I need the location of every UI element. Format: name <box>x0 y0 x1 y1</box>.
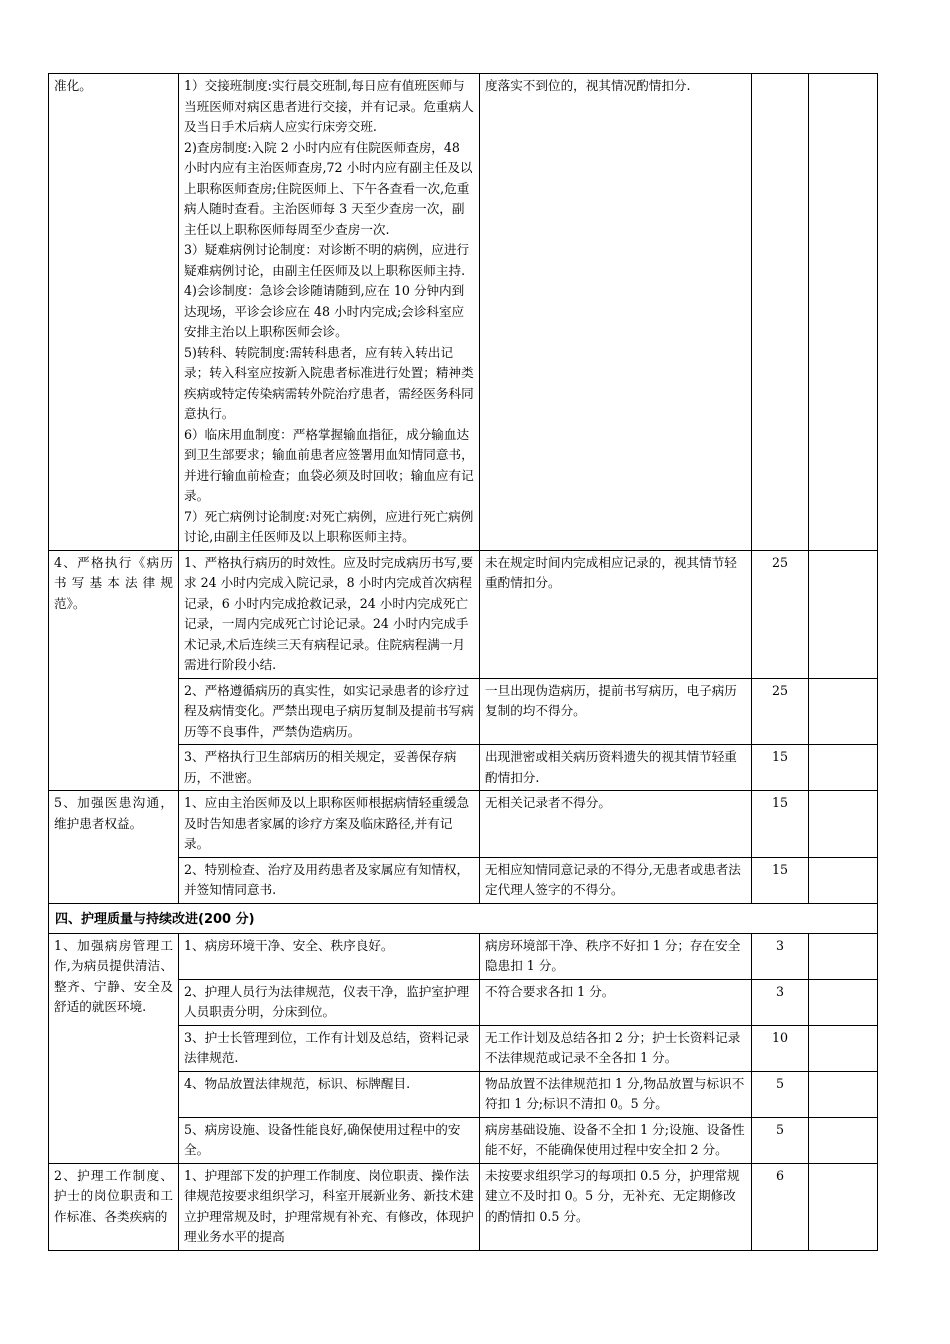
evaluation-table <box>48 73 878 1251</box>
actual-score-cell <box>809 745 878 791</box>
requirement-cell <box>179 1071 480 1117</box>
requirement-text: 1、护理部下发的护理工作制度、岗位职责、操作法律规范按要求组织学习，科室开展新业务、新技术建立护理常规及时，护理常规有补充、有修改，体现护理业务水平的提高 <box>184 1167 474 1244</box>
requirement-cell <box>179 933 480 979</box>
requirement-cell <box>179 791 480 858</box>
table-row <box>49 791 878 858</box>
score-cell: 6 <box>752 1163 809 1250</box>
requirement-text: 2、特别检查、治疗及用药患者及家属应有知情权，并签知情同意书. <box>184 861 470 897</box>
requirement-text: 4)会诊制度：急诊会诊随请随到,应在 10 分钟内到达现场，平诊会诊应在 48 小时内完成;会诊科室应安排主治以上职称医师会诊。 <box>184 283 465 339</box>
requirement-text: 2、严格遵循病历的真实性，如实记录患者的诊疗过程及病情变化。严禁出现电子病历复制及提前书写病历等不良事件，严禁伪造病历。 <box>184 682 474 739</box>
requirement-text: 1、病房环境干净、安全、秩序良好。 <box>184 937 394 953</box>
requirement-cell <box>179 979 480 1025</box>
requirement-text: 2)查房制度:入院 2 小时内应有住院医师查房，48 小时内应有主治医师查房,72 小时内应有副主任及以上职称医师查房;住院医师上、下午各查看一次,危重病人随时查看。主治医师每 3 天至少查房一次，副主任以上职称医师每周至少查房一次. <box>184 139 473 237</box>
actual-score-cell <box>809 74 878 551</box>
item-cell: 4、严格执行《病历书写基本法律规范》。 <box>49 550 179 791</box>
deduction-cell: 度落实不到位的，视其情况酌情扣分. <box>480 74 752 551</box>
deduction-cell: 无工作计划及总结各扣 2 分；护士长资料记录不法律规范或记录不全各扣 1 分。 <box>480 1025 752 1071</box>
requirement-text: 5)转科、转院制度:需转科患者，应有转入转出记录；转入科室应按新入院患者标准进行处置；精神类疾病或特定传染病需转外院治疗患者，需经医务科同意执行。 <box>184 344 474 421</box>
evaluation-table-page <box>48 73 877 1251</box>
item-cell: 2、护理工作制度、护士的岗位职责和工作标准、各类疾病的 <box>49 1163 179 1250</box>
actual-score-cell <box>809 550 878 678</box>
deduction-cell: 不符合要求各扣 1 分。 <box>480 979 752 1025</box>
requirement-text: 4、物品放置法律规范，标识、标牌醒目. <box>184 1075 411 1091</box>
score-cell: 25 <box>752 678 809 745</box>
section-title: 四、护理质量与持续改进(200 分) <box>49 903 878 933</box>
score-cell: 3 <box>752 979 809 1025</box>
score-cell: 15 <box>752 857 809 903</box>
deduction-cell: 病房环境部干净、秩序不好扣 1 分；存在安全隐患扣 1 分。 <box>480 933 752 979</box>
actual-score-cell <box>809 1071 878 1117</box>
requirement-text: 1、严格执行病历的时效性。应及时完成病历书写,要求 24 小时内完成入院记录，8 小时内完成首次病程记录，6 小时内完成抢救记录，24 小时内完成死亡记录，一周内完成死亡讨论记录。24 小时内完成手术记录,术后连续三天有病程记录。住院病程满一月需进行阶段小结. <box>184 554 474 672</box>
deduction-cell: 物品放置不法律规范扣 1 分,物品放置与标识不符扣 1 分;标识不清扣 0。5 分。 <box>480 1071 752 1117</box>
requirement-text: 5、病房设施、设备性能良好,确保使用过程中的安全。 <box>184 1121 461 1157</box>
score-cell: 15 <box>752 791 809 858</box>
item-cell: 1、加强病房管理工作,为病员提供清洁、整齐、宁静、安全及舒适的就医环境. <box>49 933 179 1163</box>
requirement-cell <box>179 1025 480 1071</box>
requirement-text: 3、护士长管理到位，工作有计划及总结，资料记录法律规范. <box>184 1029 470 1065</box>
requirement-text: 3、严格执行卫生部病历的相关规定，妥善保存病历，不泄密。 <box>184 749 457 785</box>
score-cell: 3 <box>752 933 809 979</box>
actual-score-cell <box>809 857 878 903</box>
actual-score-cell <box>809 933 878 979</box>
actual-score-cell <box>809 1163 878 1250</box>
actual-score-cell <box>809 979 878 1025</box>
actual-score-cell <box>809 791 878 858</box>
actual-score-cell <box>809 1117 878 1163</box>
requirement-cell <box>179 1163 480 1250</box>
requirement-text: 6）临床用血制度：严格掌握输血指征，成分输血达到卫生部要求；输血前患者应签署用血知情同意书，并进行输血前检查；血袋必须及时回收；输血应有记录。 <box>184 426 474 503</box>
requirement-text: 1）交接班制度:实行晨交班制,每日应有值班医师与当班医师对病区患者进行交接，并有记录。危重病人及当日手术后病人应实行床旁交班. <box>184 78 474 134</box>
requirement-cell <box>179 550 480 678</box>
score-cell: 10 <box>752 1025 809 1071</box>
actual-score-cell <box>809 678 878 745</box>
requirement-cell <box>179 74 480 551</box>
score-cell: 25 <box>752 550 809 678</box>
score-cell <box>752 74 809 551</box>
section-row <box>49 903 878 933</box>
deduction-cell: 出现泄密或相关病历资料遗失的视其情节轻重酌情扣分. <box>480 745 752 791</box>
deduction-cell: 无相应知情同意记录的不得分,无患者或患者法定代理人签字的不得分。 <box>480 857 752 903</box>
score-cell: 5 <box>752 1071 809 1117</box>
score-cell: 15 <box>752 745 809 791</box>
table-row <box>49 550 878 678</box>
score-cell: 5 <box>752 1117 809 1163</box>
deduction-cell: 一旦出现伪造病历，提前书写病历，电子病历复制的均不得分。 <box>480 678 752 745</box>
requirement-cell <box>179 857 480 903</box>
table-row <box>49 74 878 551</box>
requirement-cell <box>179 1117 480 1163</box>
requirement-text: 3）疑难病例讨论制度：对诊断不明的病例，应进行疑难病例讨论，由副主任医师及以上职称医师主持. <box>184 242 470 278</box>
actual-score-cell <box>809 1025 878 1071</box>
table-row <box>49 1163 878 1250</box>
deduction-cell: 未按要求组织学习的每项扣 0.5 分，护理常规建立不及时扣 0。5 分，无补充、无定期修改的酌情扣 0.5 分。 <box>480 1163 752 1250</box>
requirement-cell <box>179 678 480 745</box>
requirement-text: 2、护理人员行为法律规范，仪表干净，监护室护理人员职责分明，分床到位。 <box>184 983 470 1019</box>
deduction-cell: 病房基础设施、设备不全扣 1 分;设施、设备性能不好，不能确保使用过程中安全扣 2 分。 <box>480 1117 752 1163</box>
requirement-text: 7）死亡病例讨论制度:对死亡病例，应进行死亡病例讨论,由副主任医师及以上职称医师主持。 <box>184 508 474 544</box>
table-row <box>49 933 878 979</box>
requirement-cell <box>179 745 480 791</box>
item-cell: 准化。 <box>49 74 179 551</box>
requirement-text: 1、应由主治医师及以上职称医师根据病情轻重缓急及时告知患者家属的诊疗方案及临床路径,并有记录。 <box>184 795 470 851</box>
item-cell: 5、加强医患沟通，维护患者权益。 <box>49 791 179 904</box>
deduction-cell: 未在规定时间内完成相应记录的，视其情节轻重酌情扣分。 <box>480 550 752 678</box>
deduction-cell: 无相关记录者不得分。 <box>480 791 752 858</box>
